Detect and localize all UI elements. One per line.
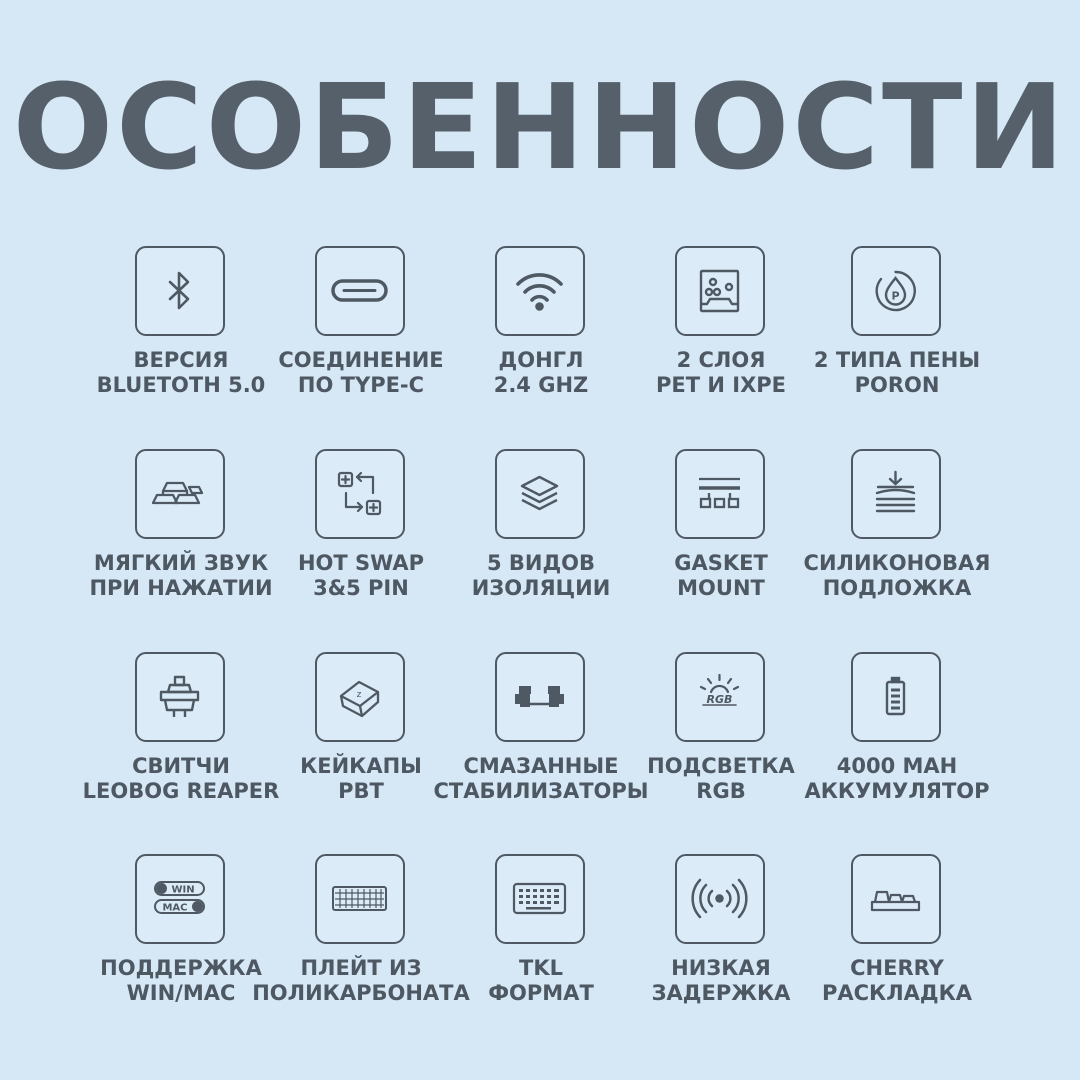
full-keyboard-icon — [315, 854, 405, 944]
feature-label-line1: 2 ТИПА ПЕНЫ — [813, 348, 981, 372]
switch-icon — [135, 652, 225, 742]
page-title: ОСОБЕННОСТИ — [12, 58, 1068, 196]
rgb-light-icon — [675, 652, 765, 742]
battery-icon — [851, 652, 941, 742]
keycap-icon — [315, 652, 405, 742]
feature-label-line2: RGB — [696, 779, 746, 803]
feature-label-line2: АККУМУЛЯТОР — [804, 779, 990, 803]
feature-label-line2: MOUNT — [677, 576, 765, 600]
feature-label-line1: СИЛИКОНОВАЯ — [803, 551, 991, 575]
feature-label-line2: 2.4 GHZ — [493, 373, 589, 397]
feature-label-line2: BLUETOTH 5.0 — [96, 373, 266, 397]
feature-label-line1: СМАЗАННЫЕ — [463, 754, 619, 778]
stabilizer-icon — [495, 652, 585, 742]
feature-label-line1: ПОДДЕРЖКА — [100, 956, 262, 980]
feature-label-line2: СТАБИЛИЗАТОРЫ — [433, 779, 649, 803]
mac-icon-text: MAC — [162, 902, 188, 914]
feature-label-line1: НИЗКАЯ — [671, 956, 771, 980]
feature-label-line1: СОЕДИНЕНИЕ — [278, 348, 444, 372]
feature-label-line1: 4000 MAH — [836, 754, 958, 778]
win-icon-text: WIN — [171, 884, 195, 896]
tkl-keyboard-icon — [495, 854, 585, 944]
type-c-port-icon — [315, 246, 405, 336]
feature-label-line1: CHERRY — [850, 956, 944, 980]
feature-label-line1: ПОДСВЕТКА — [647, 754, 795, 778]
feature-label-line1: ДОНГЛ — [498, 348, 584, 372]
cherry-profile-icon — [851, 854, 941, 944]
feature-label-line1: HOT SWAP — [297, 551, 425, 575]
wifi-icon — [495, 246, 585, 336]
feature-label-line2: PET И IXPE — [656, 373, 786, 397]
feature-label-line1: 5 ВИДОВ — [486, 551, 596, 575]
svg-text:z: z — [356, 690, 362, 700]
feature-label-line1: СВИТЧИ — [132, 754, 230, 778]
feature-label-line2: ЗАДЕРЖКА — [651, 981, 791, 1005]
silicone-pad-icon — [851, 449, 941, 539]
bluetooth-icon — [135, 246, 225, 336]
feature-label-line1: КЕЙКАПЫ — [300, 754, 422, 778]
rgb-icon-text: RGB — [706, 693, 733, 706]
svg-text:P: P — [891, 289, 900, 303]
feature-label-line2: ПОДЛОЖКА — [822, 576, 972, 600]
feature-label-line2: ИЗОЛЯЦИИ — [471, 576, 611, 600]
pcb-layer-icon — [675, 246, 765, 336]
feature-label-line2: ПОЛИКАРБОНАТА — [252, 981, 470, 1005]
feature-label-line2: ПРИ НАЖАТИИ — [89, 576, 273, 600]
feature-label-line2: PBT — [338, 779, 384, 803]
feature-label-line1: МЯГКИЙ ЗВУК — [93, 551, 269, 575]
low-latency-icon — [675, 854, 765, 944]
feature-label-line1: ПЛЕЙТ ИЗ — [300, 956, 422, 980]
feature-label-line2: ПО TYPE-C — [297, 373, 425, 397]
feature-label-line1: TKL — [519, 956, 563, 980]
feature-label-line2: ФОРМАТ — [488, 981, 594, 1005]
gasket-mount-icon — [675, 449, 765, 539]
feature-label-line1: GASKET — [674, 551, 768, 575]
feature-label-line2: WIN/MAC — [126, 981, 236, 1005]
feature-label-line2: РАСКЛАДКА — [821, 981, 973, 1005]
feature-label-line1: ВЕРСИЯ — [133, 348, 229, 372]
hot-swap-icon — [315, 449, 405, 539]
poron-foam-icon — [851, 246, 941, 336]
feature-label-line1: 2 СЛОЯ — [676, 348, 766, 372]
win-mac-toggle-icon — [135, 854, 225, 944]
feature-label-line2: 3&5 PIN — [313, 576, 409, 600]
feature-label-line2: LEOBOG REAPER — [82, 779, 280, 803]
feature-label-line2: PORON — [854, 373, 940, 397]
gold-bars-icon — [135, 449, 225, 539]
layers-icon — [495, 449, 585, 539]
